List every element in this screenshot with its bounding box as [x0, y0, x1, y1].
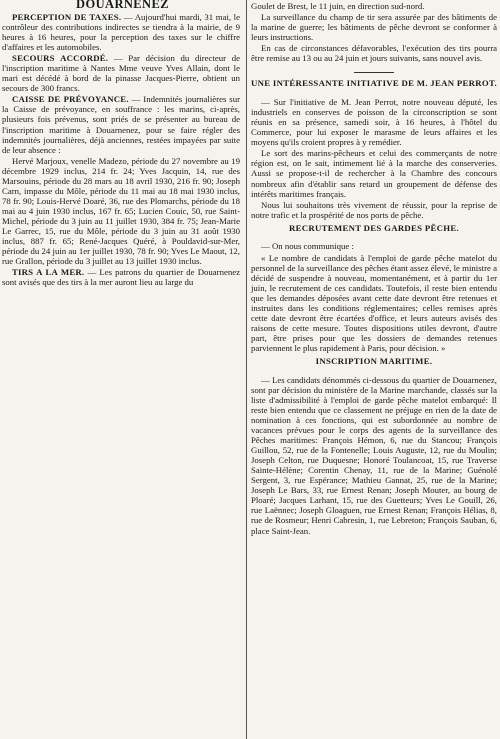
inscription-paragraph: — Les candidats dénommés ci-dessous du quartier de Douarnenez, sont par décision du ministère de la Marine marchande, classés sur la liste d'admissibilité à l'emploi de garde pêche matelot embarqué: Il reste bien entendu que ce classement ne préjuge en rien de la date de nomination à ces fonctions, qui est subordonnée au nombre de vacances prévues pour le corps des agents de la surveillance des Pêches maritimes: François Hémon, 6, rue du Stancou; François Guillou, 52, rue de la Fontenelle; Louis Auguste, 12, rue du Moulin; Joseph Celton, rue Duquesne; Honoré Toulancoat, 15, rue Traverse Sainte-Hélène; Corentin Chenay, 11, rue de la Marine; Guénolé Sergent, 3, rue Espérance; Mathieu Gannat, 25, rue de la Marine; Joseph Le Bars, 33, rue Ernest Renan; Joseph Mouter, au bourg de Ploaré; Jacques Larhant, 15, rue des Guetteurs; Yves Le Gouill, 26, rue Laënnec; Joseph Gloaguen, rue Ernest Renan; François Hélias, 8, rue de Rosmeur; Henri Cabresin, 1, rue Lebreton; François Sauban, 6, place Saint-Jean. — [251, 374, 497, 536]
tirs-continuation: Goulet de Brest, le 11 juin, en direction sud-nord. — [251, 1, 425, 11]
initiative-paragraph: — Sur l'initiative de M. Jean Perrot, notre nouveau député, les industriels en conserves de poisson de la circonscription se sont réunis en sa présence, samedi soir, à 16 heures, à l'hôtel du Commerce, pour lui exposer le marasme de leurs affaires et les moyens qu'ils croient propres à y remédier. — [251, 97, 497, 148]
article-caisse — [2, 94, 240, 154]
column-rule — [246, 0, 247, 739]
article-heading: TIRS A LA MER. — [12, 267, 85, 278]
inscription-title: INSCRIPTION MARITIME. — [315, 356, 433, 366]
article-secours — [2, 53, 240, 93]
right-column — [251, 1, 497, 739]
tirs-paragraph: La surveillance du champ de tir sera assurée par des bâtiments de la marine de guerre; les bâtiments de pêche devront se conformer à leurs instructions. — [251, 12, 497, 43]
article-body: — Les patrons du quartier de Douarnenez sont avisés que des tirs à la mer auront lieu au large du — [2, 267, 240, 288]
initiative-paragraph: Nous lui souhaitons très vivement de réussir, pour la reprise de notre trafic et la prospérité de nos ports de pêche. — [251, 199, 497, 220]
article-body: — Indemnités journalières sur la Caisse de prévoyance, en souffrance : les marins, ci-après, plusieurs fois prévenus, sont priés de se présenter au bureau de l'inscription maritime à Douarnenez, pour se faire régler des indemnités journalières, déjà anciennes, restées impayées par suite de leur absence : — [2, 94, 240, 155]
page-title: DOUARNENEZ — [76, 0, 169, 11]
article-caisse-list — [2, 156, 240, 267]
gardes-paragraph: « Le nombre de candidats à l'emploi de garde pêche matelot du personnel de la surveillance des pêches étant assez élevé, le ministre a décidé de suspendre à nouveau, momentanément, et à partir du 1er juin, le recrutement de ces candidats. Toutefois, il reste bien entendu que les demandes déposées avant cette date devront être retenues et instruites dans les conditions réglementaires; celles remises après cette date devront être écartées d'office, et leurs auteurs avisés des raisons de cette mesure. Toutes dispositions utiles devront, d'autre part, être prises pour que les dossiers de demandes retenues parviennent le plus rapidement à Paris, pour décision. » — [251, 252, 497, 353]
article-body: Hervé Marjoux, venelle Madezo, période du 27 novembre au 19 décembre 1929 inclus, 214 fr. 24; Yves Jacquin, 14, rue des Marsouins, période du 28 mars au 18 avril 1930, 216 fr. 90; Joseph Carn, impasse du Môle, période du 11 mai au 18 mai 1930 inclus, 78 fr. 90; Louis-Hervé Doaré, 36, rue des Plomarchs, période du 18 mai au 4 juin 1930 inclus, 167 fr. 65; Lucien Couic, 50, rue Saint-Michel, période du 3 juin au 11 juillet 1930, 384 fr. 75; Jean-Marie Le Garrec, 15, rue du Môle, période du 3 juin au 31 août 1930 inclus, 887 fr. 65; René-Jacques Quéré, à Pouldavid-sur-Mer, période du 24 juin au 1er juillet 1930, 78 fr. 90; Yves Le Maout, 12, rue Grallon, période du 3 juillet au 13 juillet 1930 inclus. — [2, 155, 240, 267]
article-heading: CAISSE DE PRÉVOYANCE. — [12, 94, 129, 105]
article-tirs — [2, 267, 240, 287]
left-column — [2, 12, 240, 739]
article-body: — Aujourd'hui mardi, 31 mai, le contrôleur des contributions indirectes se tiendra à la mairie, de 9 heures à 16 heures, pour la perception des taxes sur le chiffre d'affaires et les automobiles. — [2, 12, 240, 53]
tirs-paragraph: En cas de circonstances défavorables, l'exécution des tirs pourra être remise au 13 ou au 24 juin et jours suivants, sans nouvel avis. — [251, 43, 497, 64]
initiative-title: UNE INTÉRESSANTE INITIATIVE DE M. JEAN PERROT. — [251, 78, 497, 89]
gardes-title: RECRUTEMENT DES GARDES PÊCHE. — [289, 222, 459, 233]
initiative-paragraph: Le sort des marins-pêcheurs et celui des commerçants de notre région est, on le sait, intimement lié à la marche des conserveries. Aussi se propose-t-il de rechercher à la Chambre des concours nombreux afin d'établir sans retard un groupement de défense des intérêts maritimes français. — [251, 148, 497, 199]
article-body: — Par décision du directeur de l'inscription maritime à Nantes Mme veuve Yves Allain, dont le mari est décédé à bord de la pinasse Jacques-Pierre, obtient un secours de 300 francs. — [2, 53, 240, 94]
article-taxes — [2, 12, 240, 52]
article-heading: SECOURS ACCORDÉ. — [12, 53, 109, 64]
gardes-paragraph: — On nous communique : — [261, 241, 354, 252]
article-heading: PERCEPTION DE TAXES. — [12, 12, 122, 22]
separator — [251, 65, 497, 75]
